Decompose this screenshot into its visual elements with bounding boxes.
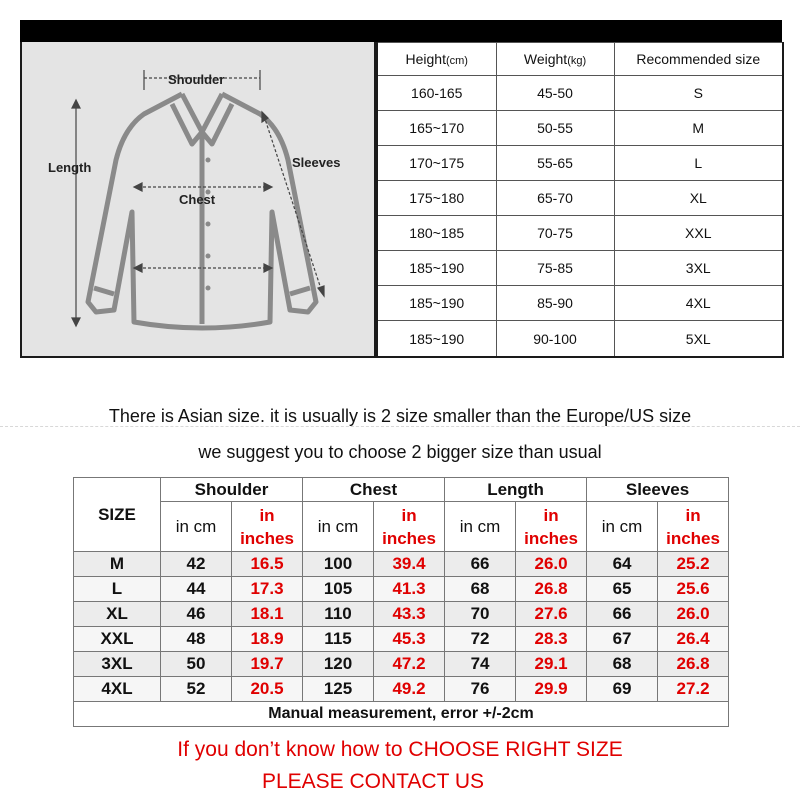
cell-sleeves-in: 26.0 [658,602,729,627]
cell-size: M [74,552,161,577]
asian-size-note: There is Asian size. it is usually is 2 size smaller than the Europe/US size [108,406,692,426]
cell-shoulder-cm: 52 [161,677,232,702]
cell-size: 4XL [74,677,161,702]
header-bar [20,20,782,42]
cell-length-cm: 68 [445,577,516,602]
cell-shoulder-cm: 44 [161,577,232,602]
cell-chest-in: 45.3 [374,627,445,652]
header-chest: Chest [303,478,445,502]
cell-length-cm: 76 [445,677,516,702]
size-suggestion-note: we suggest you to choose 2 bigger size than usual [198,442,602,462]
cell-sleeves-cm: 65 [587,577,658,602]
cell-size: L [74,577,161,602]
cell-height: 170~175 [377,146,496,181]
header-size: SIZE [74,478,161,552]
contact-note-line-1: If you don’t know how to CHOOSE RIGHT SIZE [177,738,623,761]
cell-weight: 55-65 [496,146,614,181]
cell-recommended-size: 5XL [614,321,783,357]
cell-sleeves-in: 26.8 [658,652,729,677]
unit-inches: in inches [232,502,303,552]
cell-height: 185~190 [377,286,496,321]
measurement-note: Manual measurement, error +/-2cm [74,702,729,727]
cell-length-in: 27.6 [516,602,587,627]
cell-height: 165~170 [377,111,496,146]
cell-shoulder-in: 18.9 [232,627,303,652]
header-height: Height(cm) [377,43,496,76]
cell-length-in: 28.3 [516,627,587,652]
shirt-diagram [20,42,376,358]
cell-shoulder-cm: 50 [161,652,232,677]
cell-length-in: 26.0 [516,552,587,577]
cell-sleeves-in: 25.2 [658,552,729,577]
cell-recommended-size: XXL [614,216,783,251]
measure-group-header [74,478,729,502]
cell-height: 185~190 [377,321,496,357]
cell-length-in: 26.8 [516,577,587,602]
cell-shoulder-in: 16.5 [232,552,303,577]
cell-weight: 85-90 [496,286,614,321]
size-table-row [377,146,783,181]
cell-sleeves-in: 26.4 [658,627,729,652]
cell-length-cm: 72 [445,627,516,652]
cell-length-in: 29.1 [516,652,587,677]
measurement-row [74,552,729,577]
unit-cm: in cm [161,502,232,552]
cell-chest-cm: 105 [303,577,374,602]
cell-weight: 75-85 [496,251,614,286]
header-recommended-size: Recommended size [614,43,783,76]
cell-length-in: 29.9 [516,677,587,702]
cell-chest-cm: 115 [303,627,374,652]
cell-chest-cm: 120 [303,652,374,677]
cell-chest-in: 39.4 [374,552,445,577]
size-table-header [377,43,783,76]
measurement-table [73,477,729,727]
cell-chest-in: 49.2 [374,677,445,702]
cell-sleeves-in: 27.2 [658,677,729,702]
size-table-row [377,111,783,146]
cell-weight: 90-100 [496,321,614,357]
cell-sleeves-cm: 66 [587,602,658,627]
cell-length-cm: 70 [445,602,516,627]
cell-height: 160-165 [377,76,496,111]
cell-recommended-size: 4XL [614,286,783,321]
cell-chest-in: 43.3 [374,602,445,627]
cell-length-cm: 74 [445,652,516,677]
size-table-row [377,321,783,357]
cell-size: XL [74,602,161,627]
unit-cm: in cm [587,502,658,552]
header-weight: Weight(kg) [496,43,614,76]
cell-shoulder-cm: 48 [161,627,232,652]
cell-size: 3XL [74,652,161,677]
label-length: Length [48,160,92,175]
cell-weight: 70-75 [496,216,614,251]
cell-recommended-size: 3XL [614,251,783,286]
cell-recommended-size: L [614,146,783,181]
cell-chest-cm: 100 [303,552,374,577]
cell-sleeves-cm: 68 [587,652,658,677]
label-shoulder: Shoulder [168,72,225,87]
cell-weight: 45-50 [496,76,614,111]
cell-shoulder-cm: 46 [161,602,232,627]
cell-height: 180~185 [377,216,496,251]
size-table-row [377,286,783,321]
measurement-row [74,577,729,602]
cell-recommended-size: M [614,111,783,146]
cell-shoulder-in: 18.1 [232,602,303,627]
size-table-row [377,216,783,251]
cell-sleeves-cm: 64 [587,552,658,577]
size-table-row [377,251,783,286]
unit-cm: in cm [303,502,374,552]
header-length: Length [445,478,587,502]
size-table-row [377,76,783,111]
header-shoulder: Shoulder [161,478,303,502]
cell-height: 185~190 [377,251,496,286]
unit-inches: in inches [374,502,445,552]
cell-sleeves-in: 25.6 [658,577,729,602]
cell-height: 175~180 [377,181,496,216]
cell-weight: 65-70 [496,181,614,216]
cell-recommended-size: XL [614,181,783,216]
cell-shoulder-in: 19.7 [232,652,303,677]
cell-shoulder-in: 20.5 [232,677,303,702]
measurement-row [74,652,729,677]
unit-inches: in inches [658,502,729,552]
cell-size: XXL [74,627,161,652]
cell-shoulder-in: 17.3 [232,577,303,602]
contact-note-line-2: PLEASE CONTACT US [261,770,485,793]
recommended-size-table [376,42,784,358]
unit-cm: in cm [445,502,516,552]
label-chest: Chest [179,192,216,207]
cell-sleeves-cm: 69 [587,677,658,702]
cell-chest-in: 47.2 [374,652,445,677]
cell-weight: 50-55 [496,111,614,146]
cell-shoulder-cm: 42 [161,552,232,577]
size-table-row [377,181,783,216]
unit-inches: in inches [516,502,587,552]
measurement-row [74,677,729,702]
measure-unit-header [74,502,729,552]
label-sleeves: Sleeves [292,155,341,170]
cell-chest-cm: 110 [303,602,374,627]
measurement-row [74,627,729,652]
measurement-row [74,602,729,627]
cell-recommended-size: S [614,76,783,111]
cell-length-cm: 66 [445,552,516,577]
cell-sleeves-cm: 67 [587,627,658,652]
header-sleeves: Sleeves [587,478,729,502]
cell-chest-in: 41.3 [374,577,445,602]
cell-chest-cm: 125 [303,677,374,702]
